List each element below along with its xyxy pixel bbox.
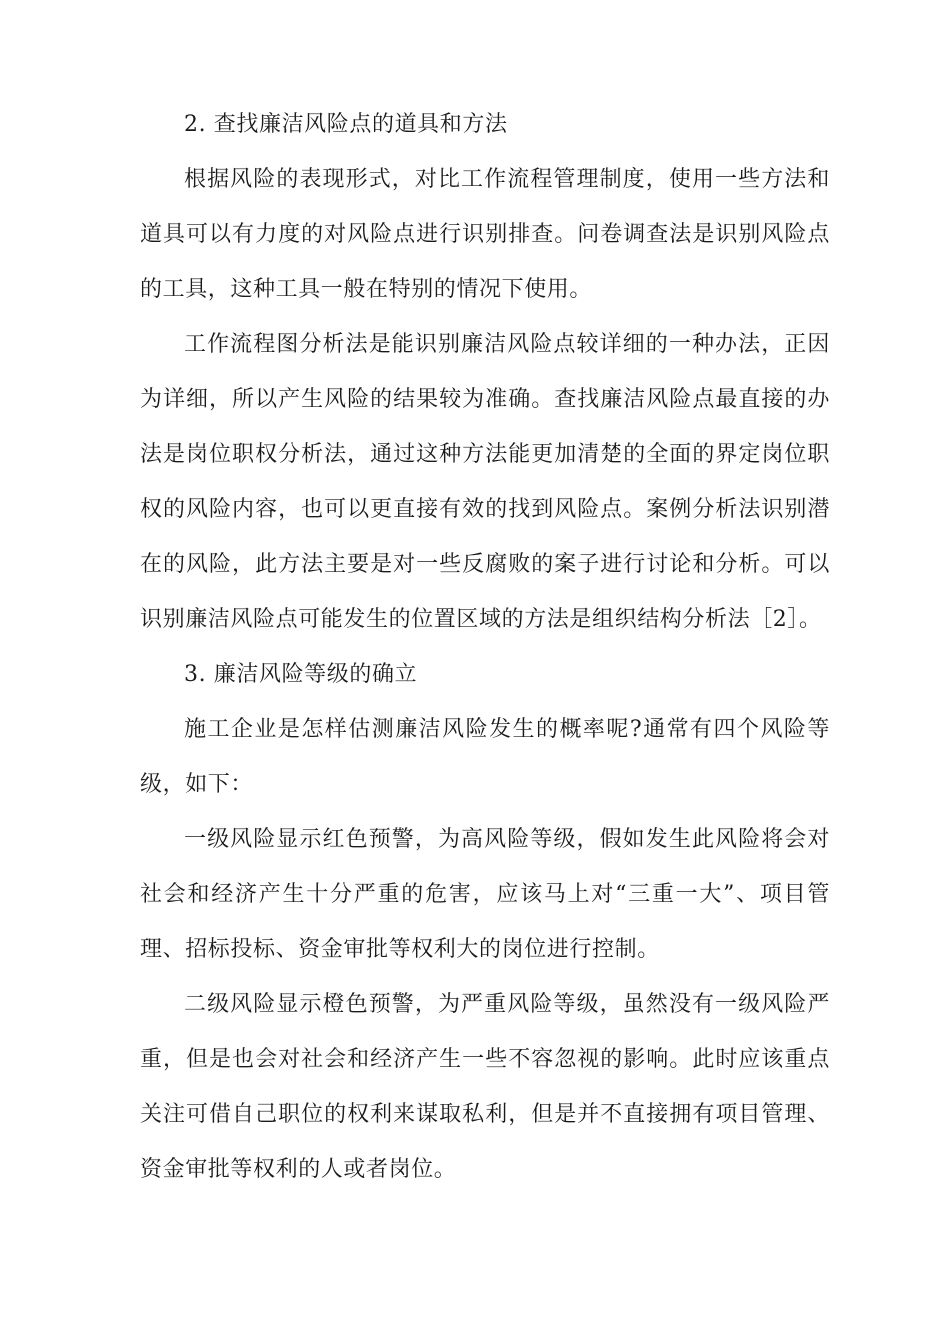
- paragraph-level-one-risk: 一级风险显示红色预警，为高风险等级，假如发生此风险将会对社会和经济产生十分严重的危害，应该马上对“三重一大”、项目管理、招标投标、资金审批等权利大的岗位进行控制。: [140, 827, 830, 962]
- paragraph-level-two-risk: 二级风险显示橙色预警，为严重风险等级，虽然没有一级风险严重，但是也会对社会和经济产生一些不容忽视的影响。此时应该重点关注可借自己职位的权利来谋取私利，但是并不直接拥有项目管理、资金审批等权利的人或者岗位。: [140, 992, 830, 1182]
- section-heading-3: 3. 廉洁风险等级的确立: [184, 662, 418, 687]
- paragraph-tools-methods: 根据风险的表现形式，对比工作流程管理制度，使用一些方法和道具可以有力度的对风险点进行识别排查。问卷调查法是识别风险点的工具，这种工具一般在特别的情况下使用。: [140, 167, 830, 302]
- paragraph-risk-levels-intro: 施工企业是怎样估测廉洁风险发生的概率呢?通常有四个风险等级，如下：: [140, 717, 830, 797]
- document-body: [140, 97, 830, 1197]
- paragraph-analysis-methods: 工作流程图分析法是能识别廉洁风险点较详细的一种办法，正因为详细，所以产生风险的结果较为准确。查找廉洁风险点最直接的办法是岗位职权分析法，通过这种方法能更加清楚的全面的界定岗位职权的风险内容，也可以更直接有效的找到风险点。案例分析法识别潜在的风险，此方法主要是对一些反腐败的案子进行讨论和分析。可以识别廉洁风险点可能发生的位置区域的方法是组织结构分析法［2］。: [140, 332, 830, 632]
- section-heading-2: 2. 查找廉洁风险点的道具和方法: [184, 112, 508, 137]
